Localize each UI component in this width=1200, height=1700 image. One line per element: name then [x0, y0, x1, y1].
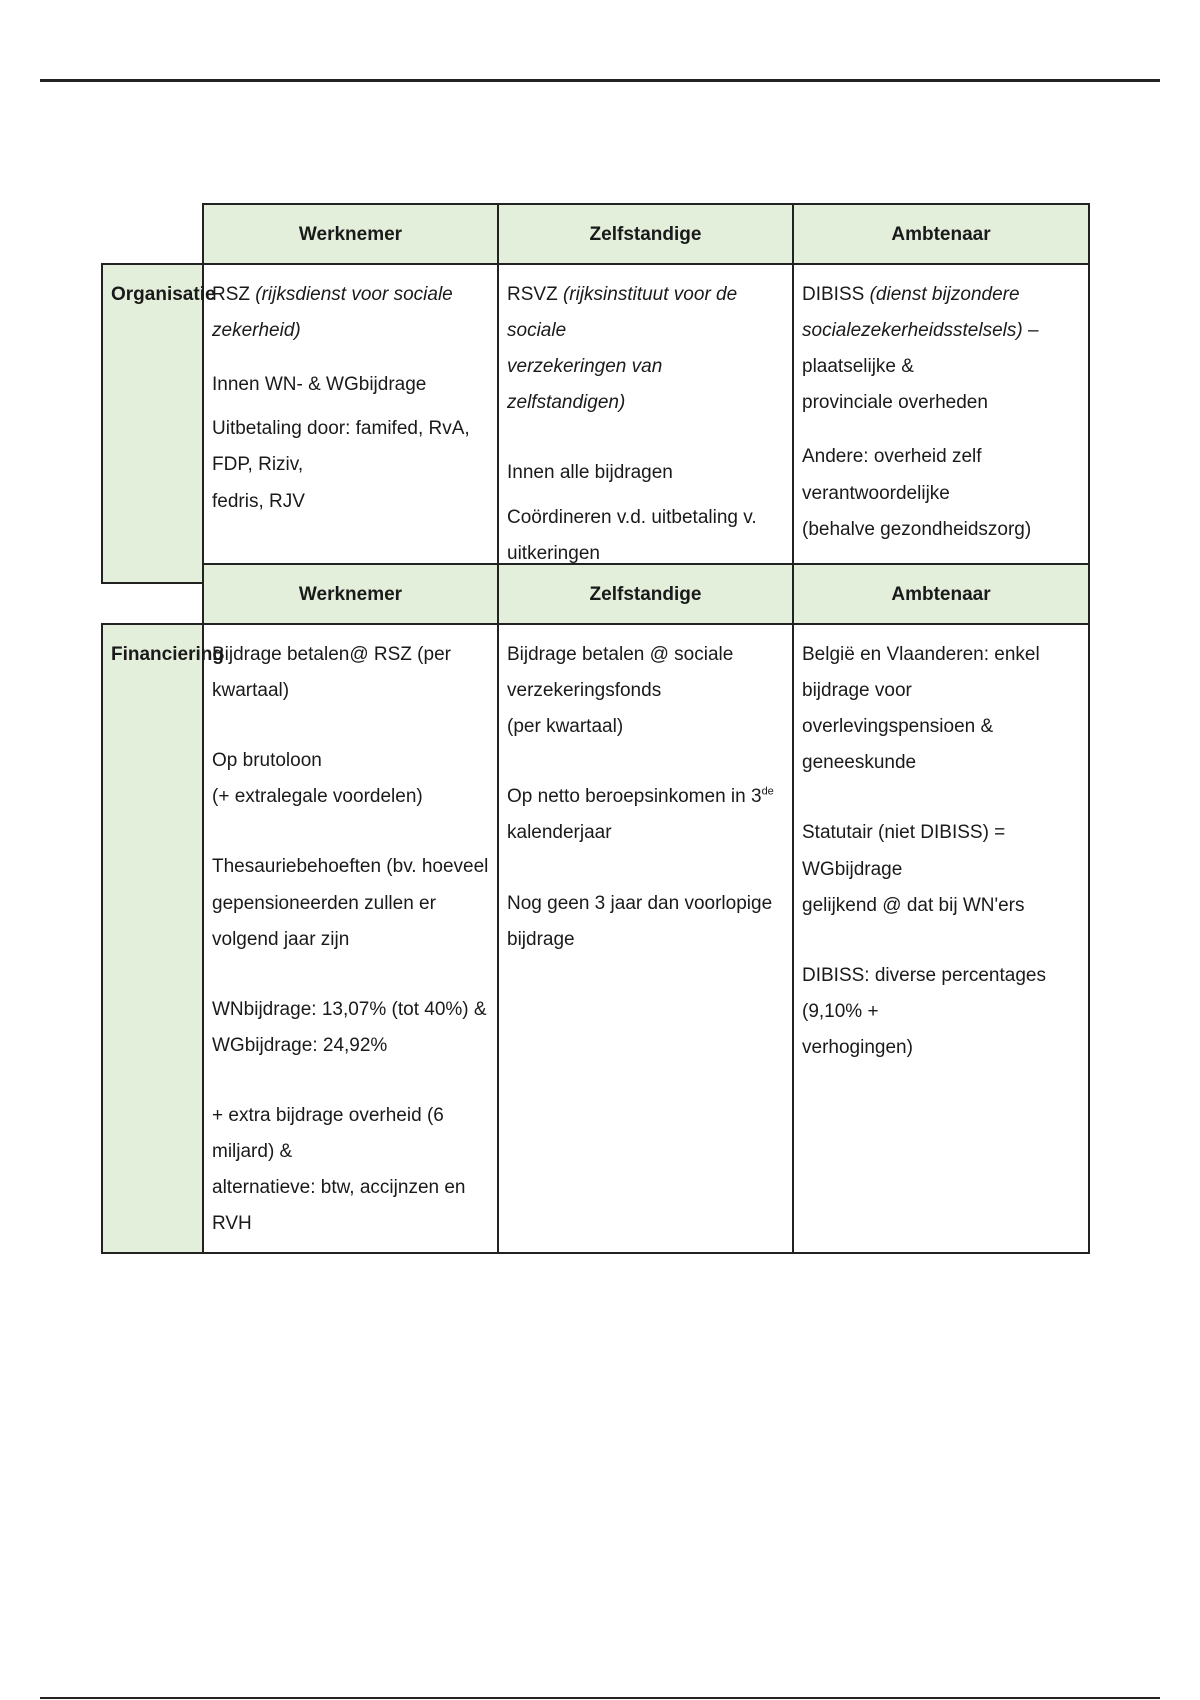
text-line: Coördineren v.d. uitbetaling v. uitkeringen [507, 506, 757, 564]
cell-ambtenaar-financiering [793, 624, 1089, 1253]
header-zelfstandige: Zelfstandige [498, 564, 793, 624]
cell-zelfstandige-organisatie [498, 264, 793, 583]
text-line: (behalve gezondheidszorg) [802, 518, 1032, 540]
text-line: verzekeringsfonds [507, 680, 662, 702]
header-rule [40, 79, 1160, 82]
text-line: Statutair (niet DIBISS) = WGbijdrage [802, 822, 1006, 880]
cell-werknemer-financiering [203, 624, 498, 1253]
text-line: overlevingspensioen & geneeskunde [802, 716, 994, 774]
text-line: Thesauriebehoeften (bv. hoeveel [212, 856, 489, 878]
text-line: Bijdrage betalen@ RSZ (per kwartaal) [212, 644, 451, 702]
text-line: (+ extralegale voordelen) [212, 786, 423, 808]
cell-zelfstandige-financiering [498, 624, 793, 1253]
text-line: alternatieve: btw, accijnzen en RVH [212, 1177, 466, 1235]
text-line: RSVZ (rijksinstituut voor de sociale [507, 284, 738, 342]
text-line: RSZ (rijksdienst voor sociale zekerheid) [212, 284, 453, 342]
cell-ambtenaar-organisatie [793, 264, 1089, 583]
empty-corner-cell [102, 204, 203, 264]
header-zelfstandige: Zelfstandige [498, 204, 793, 264]
financiering-row [102, 624, 1089, 1253]
header-row [102, 564, 1089, 624]
text-line: WNbijdrage: 13,07% (tot 40%) & [212, 998, 487, 1020]
text-line: Nog geen 3 jaar dan voorlopige bijdrage [507, 892, 773, 950]
cell-werknemer-organisatie [203, 264, 498, 583]
row-label-organisatie: Organisatie [102, 264, 203, 583]
text-line: België en Vlaanderen: enkel bijdrage voor [802, 644, 1040, 702]
text-line: fedris, RJV [212, 490, 305, 512]
header-werknemer: Werknemer [203, 204, 498, 264]
text-line: DIBISS (dienst bijzondere [802, 284, 1020, 306]
row-label-financiering: Financiering [102, 624, 203, 1253]
text-line: Bijdrage betalen @ sociale [507, 644, 734, 666]
header-ambtenaar: Ambtenaar [793, 564, 1089, 624]
text-line: Op netto beroepsinkomen in 3de [507, 786, 774, 808]
text-line: Op brutoloon [212, 750, 322, 772]
organisatie-table-block [101, 203, 1088, 584]
text-line: Innen WN- & WGbijdrage [212, 374, 427, 396]
text-line: Innen alle bijdragen [507, 462, 673, 484]
text-line: provinciale overheden [802, 392, 988, 414]
footer-rule [40, 1697, 1160, 1699]
empty-corner-cell [102, 564, 203, 624]
text-line: gelijkend @ dat bij WN'ers [802, 894, 1025, 916]
text-line: WGbijdrage: 24,92% [212, 1034, 388, 1056]
header-row [102, 204, 1089, 264]
text-line: gepensioneerden zullen er volgend jaar zijn [212, 892, 436, 950]
financiering-table [101, 563, 1090, 1254]
text-line: Uitbetaling door: famifed, RvA, FDP, Riziv, [212, 418, 470, 476]
organisatie-table [101, 203, 1090, 584]
text-line: verhogingen) [802, 1036, 913, 1058]
header-werknemer: Werknemer [203, 564, 498, 624]
text-line: + extra bijdrage overheid (6 miljard) & [212, 1104, 444, 1163]
text-line: kalenderjaar [507, 822, 612, 844]
text-line: verzekeringen van zelfstandigen) [507, 356, 663, 414]
financiering-table-block [101, 563, 1088, 1254]
header-ambtenaar: Ambtenaar [793, 204, 1089, 264]
text-line: socialezekerheidsstelsels) – plaatselijke & [802, 320, 1039, 378]
text-line: (per kwartaal) [507, 716, 624, 738]
text-line: DIBISS: diverse percentages (9,10% + [802, 964, 1046, 1022]
text-line: Andere: overheid zelf verantwoordelijke [802, 446, 982, 504]
organisatie-row [102, 264, 1089, 583]
